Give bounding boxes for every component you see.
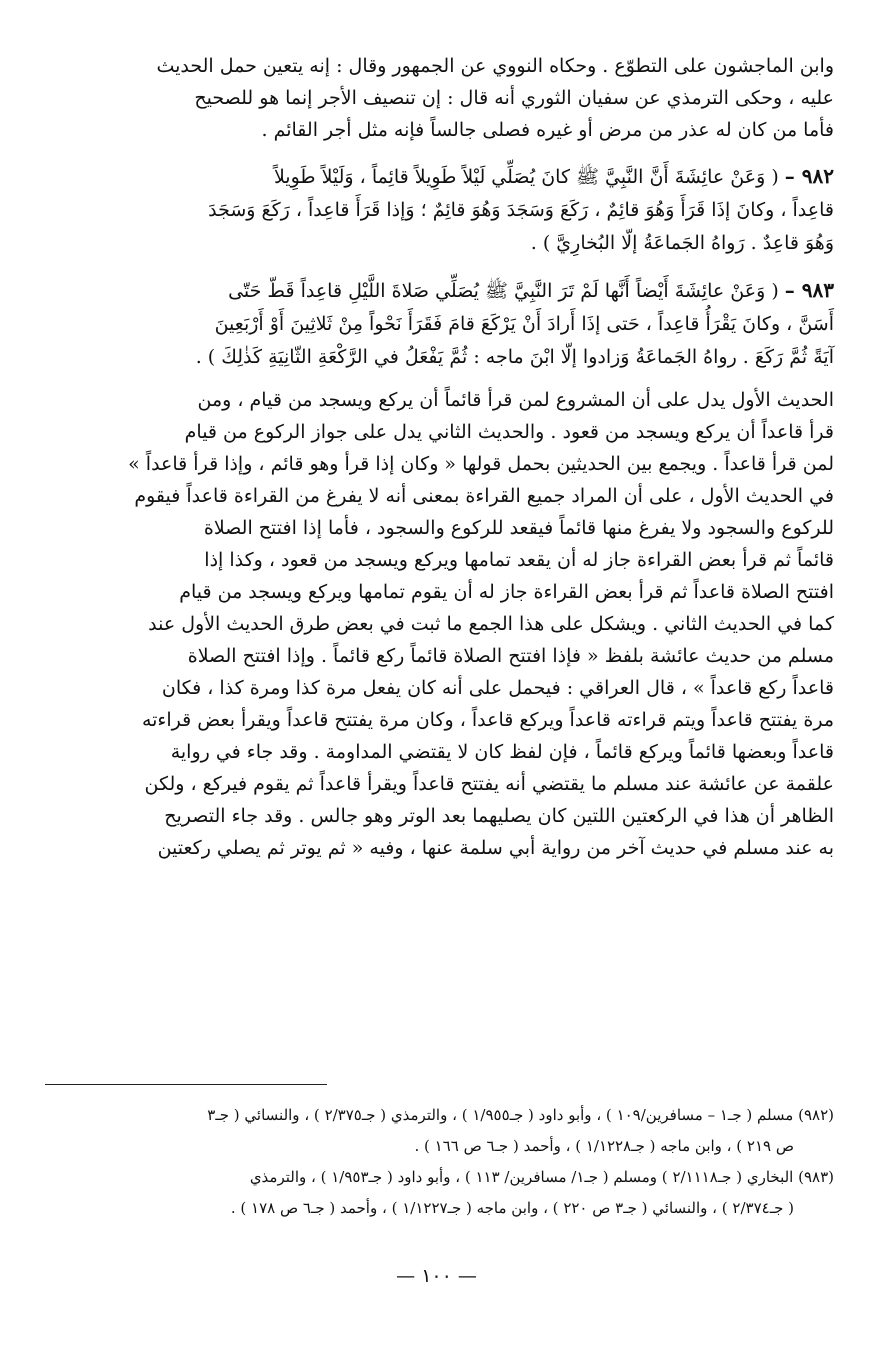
text-line: لمن قرأ قاعداً . ويجمع بين الحديثين بحمل قولها « وكان إذا قرأ وهو قائم ، وإذا قرأ قاعداً » [128,453,834,475]
footnote-line: (٩٨٣) البخاري ( جـ٢/١١١٨ ) ومسلم ( جـ١/ مسافرين/ ١١٣ ) ، وأبو داود ( جـ١/٩٥٣ ) ، والترمذي [249,1168,834,1186]
commentary [26,384,834,864]
hadith-983 [26,274,834,374]
footnote-divider [45,1084,327,1085]
hadith-number: ٩٨٢ – [784,164,834,188]
hadith-text-line: أَسَنَّ ، وكانَ يَقْرَأُ قاعِداً ، حَتى إذَا أَرادَ أَنْ يَرْكَعَ قامَ فَقَرَأَ نَحْواً مِنْ ثَلاثِينَ أَوْ أَرْبَعِينَ [214,313,834,335]
page-body [26,50,834,864]
hadith-number: ٩٨٣ – [784,278,834,302]
text-line: مرة يفتتح قاعداً ويتم قراءته قاعداً ويركع قاعداً ، وكان مرة يفتتح قاعداً ويقرأ بعض قراءته [141,709,834,731]
hadith-text-line: ( وَعَنْ عائِشَةَ أَنَّ النَّبِيَّ ﷺ كانَ يُصَلِّي لَيْلاً طَوِيلاً قائِماً ، وَلَيْلاً طَوِيلاً [273,166,779,188]
text-line: قائماً ثم قرأ بعض القراءة جاز له أن يقعد تمامها ويركع ويسجد من قعود ، وكذا إذا [204,549,834,571]
hadith-text-line: قاعِداً ، وكانَ إذَا قَرَأَ وَهُوَ قائِمٌ ، رَكَعَ وَسَجَدَ وَهُوَ قائِمٌ ؛ وَإذا قَرَأَ قاعِداً ، رَكَعَ وَسَجَدَ [208,199,834,221]
text-line: فأما من كان له عذر من مرض أو غيره فصلى جالساً فإنه مثل أجر القائم . [261,119,834,141]
hadith-text-line: آيَةً ثُمَّ رَكَعَ . رواهُ الجَماعَةُ وَزادوا إلّا ابْنَ ماجه : ثُمَّ يَفْعَلُ في الرَّكْعَةِ الثّانِيَةِ كَذٰلِكَ ) . [195,346,834,368]
top-paragraph [26,50,834,146]
hadith-982 [26,160,834,260]
text-line: علقمة عن عائشة عند مسلم ما يقتضي أنه يفتتح قاعداً ويقرأ قاعداً ثم يقوم فيركع ، ولكن [144,773,834,795]
footnote-line: ( جـ٢/٣٧٤ ) ، والنسائي ( جـ٣ ص ٢٢٠ ) ، وابن ماجه ( جـ١/١٢٢٧ ) ، وأحمد ( جـ٦ ص ١٧٨ ) . [230,1199,794,1217]
text-line: وابن الماجشون على التطوّع . وحكاه النووي عن الجمهور وقال : إنه يتعين حمل الحديث [156,55,834,77]
text-line: قرأ قاعداً أن يركع ويسجد من قعود . والحديث الثاني يدل على جواز الركوع من قيام [184,421,834,443]
hadith-text-line: وَهُوَ قاعِدٌ . رَواهُ الجَماعَةُ إلّا البُخارِيَّ ) . [530,232,834,254]
text-line: الظاهر أن هذا في الركعتين اللتين كان يصليهما بعد الوتر وهو جالس . وقد جاء التصريح [164,805,834,827]
text-line: للركوع والسجود ولا يفرغ منها قائماً فيقعد للركوع والسجود ، فأما إذا افتتح الصلاة [203,517,834,539]
hadith-text-line: ( وَعَنْ عائِشَةَ أَيْضاً أَنَّها لَمْ تَرَ النَّبِيَّ ﷺ يُصَلِّي صَلاةَ اللَّيْلِ قاعِداً قَطّ حَتّى [228,280,779,302]
footnote-line: ص ٢١٩ ) ، وابن ماجه ( جـ١/١٢٢٨ ) ، وأحمد ( جـ٦ ص ١٦٦ ) . [414,1137,794,1155]
text-line: به عند مسلم في حديث آخر من رواية أبي سلمة عنها ، وفيه « ثم يوتر ثم يصلي ركعتين [157,837,834,859]
text-line: في الحديث الأول ، على أن المراد جميع القراءة بمعنى أنه لا يفرغ من القراءة قاعداً فيقوم [134,485,834,507]
text-line: الحديث الأول يدل على أن المشروع لمن قرأ قائماً أن يركع ويسجد من قيام ، ومن [197,389,834,411]
text-line: كما في الحديث الثاني . ويشكل على هذا الجمع ما ثبت في بعض طرق الحديث الأول عند [148,613,834,635]
text-line: افتتح الصلاة قاعداً ثم قرأ بعض القراءة جاز له أن يقوم تمامها ويركع ويسجد من قيام [179,581,834,603]
text-line: مسلم من حديث عائشة بلفظ « فإذا افتتح الصلاة قائماً ركع قائماً . وإذا افتتح الصلاة [187,645,834,667]
footnotes [26,1100,834,1224]
footnote-line: (٩٨٢) مسلم ( جـ١ – مسافرين/١٠٩ ) ، وأبو داود ( جـ١/٩٥٥ ) ، والترمذي ( جـ٢/٣٧٥ ) ، والنسائي ( جـ٣ [207,1106,834,1124]
text-line: عليه ، وحكى الترمذي عن سفيان الثوري أنه قال : إن تنصيف الأجر إنما هو للصحيح [194,87,834,109]
page-number: — ١٠٠ — [396,1265,477,1287]
text-line: قاعداً ركع قاعداً » ، قال العراقي : فيحمل على أنه كان يفعل مرة كذا ومرة كذا ، فكان [161,677,834,699]
text-line: قاعداً وبعضها قائماً ويركع قائماً ، فإن لفظ كان لا يقتضي المداومة . وقد جاء في رواية [170,741,834,763]
